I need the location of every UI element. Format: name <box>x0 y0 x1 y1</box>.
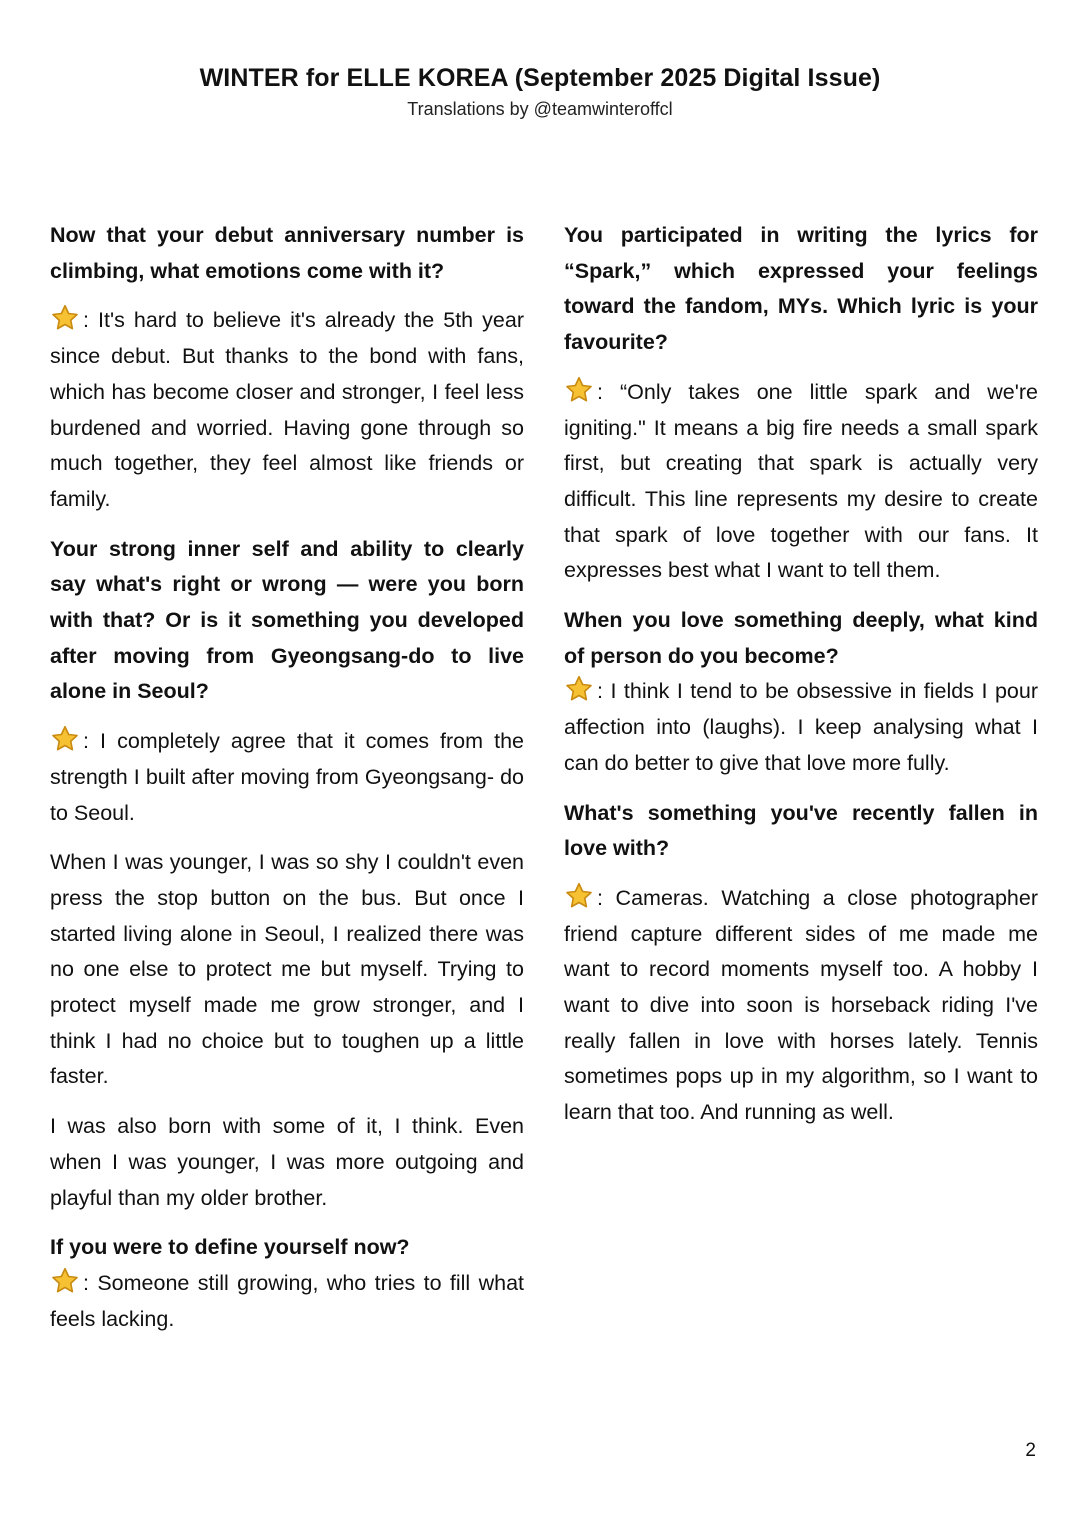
star-icon <box>564 375 594 405</box>
answer-3-text: : Someone still growing, who tries to fill what feels lacking. <box>50 1270 524 1331</box>
page-header <box>0 64 1080 120</box>
answer-4 <box>564 375 1038 589</box>
question-5: When you love something deeply, what kind of person do you become? <box>564 608 1038 668</box>
answer-2 <box>50 724 524 831</box>
answer-4-text: : “Only takes one little spark and we're igniting." It means a big fire needs a small spark first, but creating that spark is actually very difficult. This line represents my desire to create that spark of love together with our fans. It expresses best what I want to tell them. <box>564 379 1038 583</box>
answer-1-text: : It's hard to believe it's already the 5th year since debut. But thanks to the bond with fans, which has become closer and stronger, I feel less burdened and worried. Having gone through so much together, they feel almost like friends or family. <box>50 308 524 511</box>
question-2: Your strong inner self and ability to clearly say what's right or wrong — were you born with that? Or is it something you developed after moving from Gyeongsang-do to live alone in Seoul? <box>50 536 524 704</box>
question-6: What's something you've recently fallen in love with? <box>564 800 1038 861</box>
answer-1 <box>50 303 524 517</box>
answer-6-text: : Cameras. Watching a close photographer friend capture different sides of me made me want to record moments myself too. A hobby I want to dive into soon is horseback riding I've really fallen in love with horses lately. Tennis sometimes pops up in my algorithm, so I want to learn that too. And running as well. <box>564 885 1038 1125</box>
star-icon <box>50 724 80 754</box>
question-4: You participated in writing the lyrics for “Spark,” which expressed your feelings toward the fandom, MYs. Which lyric is your favourite? <box>564 223 1038 355</box>
star-icon <box>564 674 594 704</box>
answer-3 <box>50 1266 524 1337</box>
star-icon <box>50 303 80 333</box>
star-icon <box>564 881 594 911</box>
answer-2-paragraph-2: When I was younger, I was so shy I couldn't even press the stop button on the bus. But once I started living alone in Seoul, I realized there was no one else to protect me but myself. Trying to protect myself made me grow stronger, and I think I had no choice but to toughen up a little faster. <box>50 850 524 1089</box>
answer-6 <box>564 881 1038 1131</box>
right-column <box>564 218 1038 1145</box>
page-subtitle: Translations by @teamwinteroffcl <box>407 99 673 119</box>
left-column <box>50 218 524 1351</box>
answer-5 <box>564 674 1038 781</box>
page-number: 2 <box>1025 1440 1036 1461</box>
answer-2-paragraph-3: I was also born with some of it, I think. Even when I was younger, I was more outgoing and playful than my older brother. <box>50 1114 524 1210</box>
page-title: WINTER for ELLE KOREA (September 2025 Digital Issue) <box>199 64 881 92</box>
answer-2-text: : I completely agree that it comes from the strength I built after moving from Gyeongsang- do to Seoul. <box>50 729 524 825</box>
question-1: Now that your debut anniversary number is climbing, what emotions come with it? <box>50 223 524 283</box>
question-3: If you were to define yourself now? <box>50 1235 410 1260</box>
answer-5-text: : I think I tend to be obsessive in fields I pour affection into (laughs). I keep analysing what I can do better to give that love more fully. <box>564 679 1038 775</box>
star-icon <box>50 1266 80 1296</box>
